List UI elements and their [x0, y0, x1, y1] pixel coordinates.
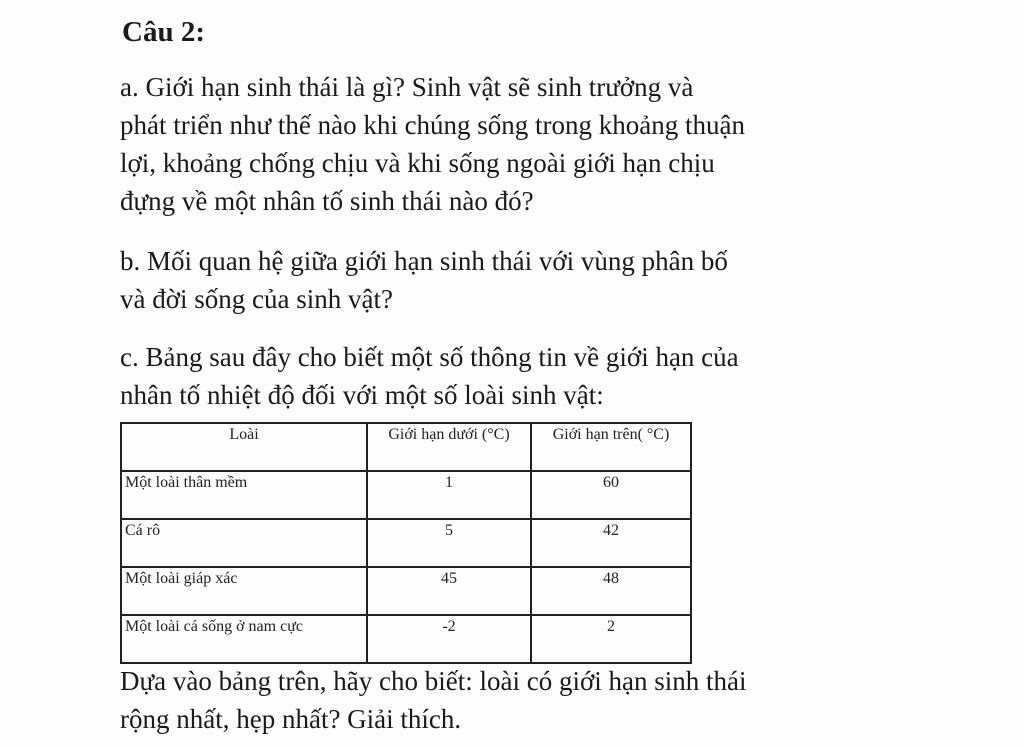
lower-limit-cell: 5: [367, 519, 531, 567]
upper-limit-cell: 42: [531, 519, 691, 567]
lower-limit-cell: 45: [367, 567, 531, 615]
lower-limit-cell: -2: [367, 615, 531, 663]
table-row: [121, 567, 691, 615]
column-header-species: Loài: [121, 423, 367, 471]
question-part-d: [120, 662, 747, 738]
table-row: [121, 519, 691, 567]
question-part-b: [120, 242, 728, 318]
species-cell: Cá rô: [121, 519, 367, 567]
temperature-limits-table: [120, 422, 692, 664]
species-cell: Một loài cá sống ở nam cực: [121, 615, 367, 663]
part-c-line: c. Bảng sau đây cho biết một số thông tin về giới hạn của: [120, 342, 739, 372]
upper-limit-cell: 2: [531, 615, 691, 663]
part-d-line: rộng nhất, hẹp nhất? Giải thích.: [120, 704, 462, 734]
table-header-row: [121, 423, 691, 471]
part-a-line: lợi, khoảng chống chịu và khi sống ngoài giới hạn chịu: [120, 148, 715, 178]
species-cell: Một loài giáp xác: [121, 567, 367, 615]
part-c-line: nhân tố nhiệt độ đối với một số loài sinh vật:: [120, 380, 604, 410]
lower-limit-cell: 1: [367, 471, 531, 519]
column-header-upper-limit: Giới hạn trên( °C): [531, 423, 691, 471]
part-b-line: và đời sống của sinh vật?: [120, 284, 393, 314]
upper-limit-cell: 48: [531, 567, 691, 615]
question-title: Câu 2:: [122, 16, 205, 48]
table-row: [121, 471, 691, 519]
question-part-a: [120, 68, 745, 220]
upper-limit-cell: 60: [531, 471, 691, 519]
table-row: [121, 615, 691, 663]
part-a-line: đựng về một nhân tố sinh thái nào đó?: [120, 186, 534, 216]
part-b-line: b. Mối quan hệ giữa giới hạn sinh thái với vùng phân bố: [120, 246, 728, 276]
species-cell: Một loài thân mềm: [121, 471, 367, 519]
part-a-line: phát triển như thế nào khi chúng sống trong khoảng thuận: [120, 110, 746, 140]
column-header-lower-limit: Giới hạn dưới (°C): [367, 423, 531, 471]
question-part-c: [120, 338, 739, 414]
part-a-line: a. Giới hạn sinh thái là gì? Sinh vật sẽ sinh trưởng và: [120, 72, 694, 102]
part-d-line: Dựa vào bảng trên, hãy cho biết: loài có giới hạn sinh thái: [120, 666, 747, 696]
